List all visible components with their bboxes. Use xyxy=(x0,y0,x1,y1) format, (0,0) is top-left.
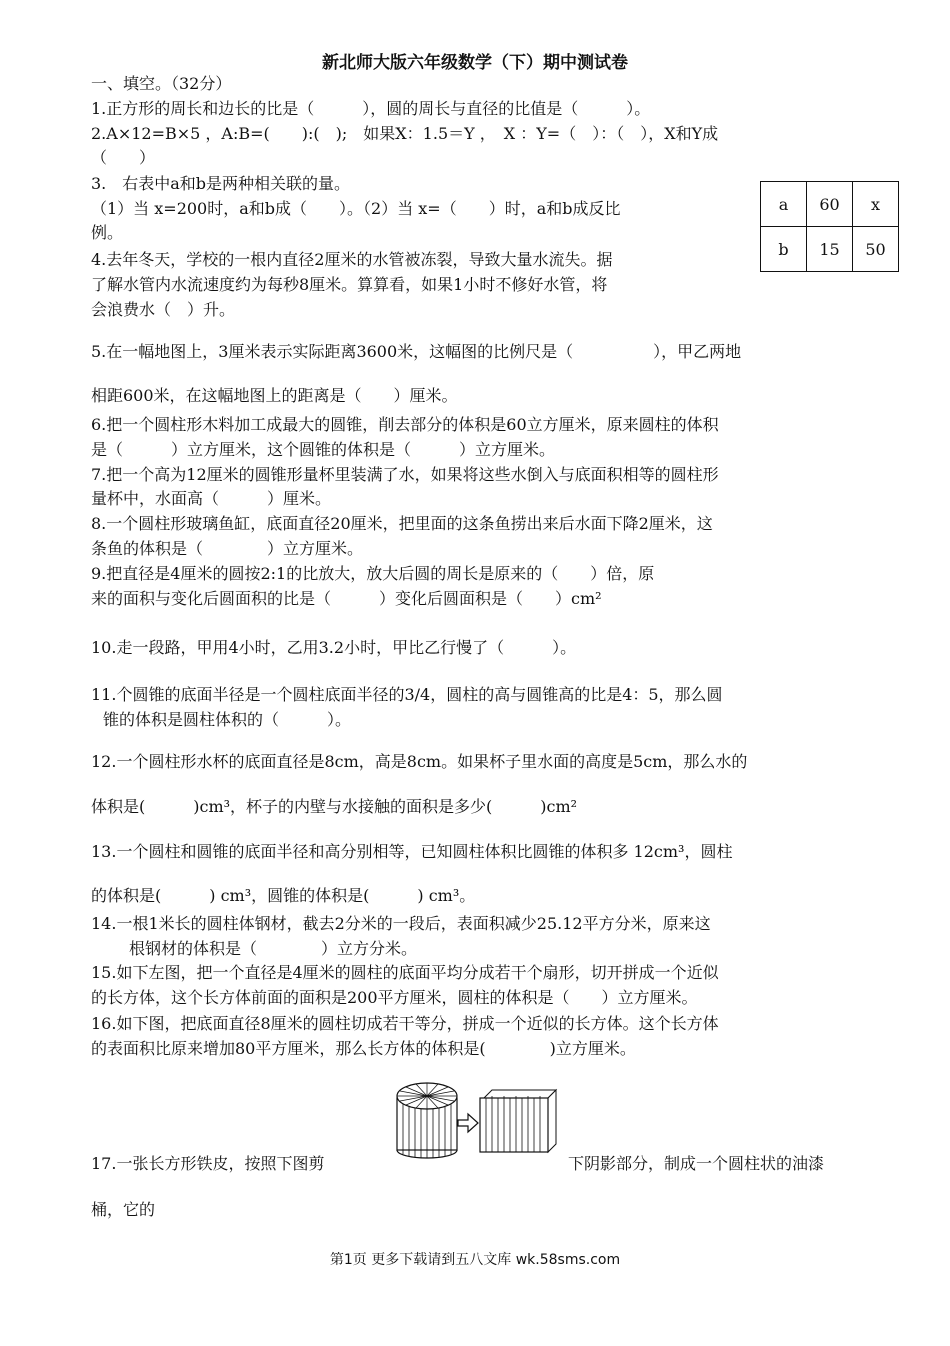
question-11-line-2: 锥的体积是圆柱体积的（ ）。 xyxy=(103,710,352,729)
question-16-line-2: 的表面积比原来增加80平方厘米，那么长方体的体积是( )立方厘米。 xyxy=(91,1039,636,1058)
question-17-line-1-right: 下阴影部分，制成一个圆柱状的油漆 xyxy=(568,1154,825,1173)
table-cell: 50 xyxy=(853,227,899,272)
question-6-line-1: 6.把一个圆柱形木料加工成最大的圆锥，削去部分的体积是60立方厘米，原来圆柱的体积 xyxy=(91,415,719,434)
question-9-line-1: 9.把直径是4厘米的圆按2:1的比放大，放大后圆的周长是原来的（ ）倍，原 xyxy=(91,564,655,583)
question-10: 10.走一段路，甲用4小时，乙用3.2小时，甲比乙行慢了（ ）。 xyxy=(91,638,577,657)
question-14-line-1: 14.一根1米长的圆柱体钢材，截去2分米的一段后，表面积减少25.12平方分米，原来这 xyxy=(91,914,711,933)
table-cell: b xyxy=(761,227,807,272)
question-5-line-2: 相距600米，在这幅地图上的距离是（ ）厘米。 xyxy=(91,386,458,405)
question-11-line-1: 11.个圆锥的底面半径是一个圆柱底面半径的3/4，圆柱的高与圆锥高的比是4：5，那么圆 xyxy=(91,685,723,704)
question-15-line-2: 的长方体，这个长方体前面的面积是200平方厘米，圆柱的体积是（ ）立方厘米。 xyxy=(91,988,698,1007)
question-6-line-2: 是（ ）立方厘米，这个圆锥的体积是（ ）立方厘米。 xyxy=(91,440,556,459)
question-12-line-1: 12.一个圆柱形水杯的底面直径是8cm，高是8cm。如果杯子里水面的高度是5cm，那么水的 xyxy=(91,752,748,771)
cylinder-to-cuboid-figure xyxy=(388,1078,558,1160)
question-2-line-1: 2.A×12=B×5 ，A:B=( ):( ); 如果X：1.5＝Y ， X ：Y=（ ）：（ ），X和Y成 xyxy=(91,124,719,143)
table-cell: 60 xyxy=(807,182,853,227)
page-title: 新北师大版六年级数学（下）期中测试卷 xyxy=(322,53,628,73)
question-4-line-3: 会浪费水（ ）升。 xyxy=(91,300,236,319)
question-14-line-2: 根钢材的体积是（ ）立方分米。 xyxy=(129,939,418,958)
question-4-line-1: 4.去年冬天，学校的一根内直径2厘米的水管被冻裂，导致大量水流失。据 xyxy=(91,250,613,269)
question-16-line-1: 16.如下图，把底面直径8厘米的圆柱切成若干等分，拼成一个近似的长方体。这个长方体 xyxy=(91,1014,719,1033)
question-3-line-1: 3. 右表中a和b是两种相关联的量。 xyxy=(91,174,351,193)
question-17-line-2: 桶，它的 xyxy=(91,1200,156,1219)
question-8-line-1: 8.一个圆柱形玻璃鱼缸，底面直径20厘米，把里面的这条鱼捞出来后水面下降2厘米，这 xyxy=(91,514,713,533)
question-9-line-2: 来的面积与变化后圆面积的比是（ ）变化后圆面积是（ ）cm² xyxy=(91,589,602,608)
cylinder-figure xyxy=(397,1083,457,1158)
question-8-line-2: 条鱼的体积是（ ）立方厘米。 xyxy=(91,539,364,558)
question-4-line-2: 了解水管内水流速度约为每秒8厘米。算算看，如果1小时不修好水管，将 xyxy=(91,275,608,294)
question-1: 1.正方形的周长和边长的比是（ ），圆的周长与直径的比值是（ ）。 xyxy=(91,99,651,118)
question-13-line-2: 的体积是( ) cm³，圆锥的体积是( ) cm³。 xyxy=(91,886,476,905)
table-cell: 15 xyxy=(807,227,853,272)
question-7-line-2: 量杯中，水面高（ ）厘米。 xyxy=(91,489,332,508)
table-cell: x xyxy=(853,182,899,227)
table-row xyxy=(761,227,899,272)
question-3-line-2: （1）当 x=200时，a和b成（ ）。（2）当 x=（ ）时，a和b成反比 xyxy=(91,199,621,218)
question-2-line-2: （ ） xyxy=(91,148,156,167)
arrow-icon xyxy=(458,1114,478,1132)
table-row xyxy=(761,182,899,227)
table-cell: a xyxy=(761,182,807,227)
question-13-line-1: 13.一个圆柱和圆锥的底面半径和高分别相等，已知圆柱体积比圆锥的体积多 12cm³，圆柱 xyxy=(91,842,733,861)
ab-table xyxy=(760,181,899,272)
cuboid-figure xyxy=(480,1090,556,1152)
question-3-line-3: 例。 xyxy=(91,223,124,242)
question-5-line-1: 5.在一幅地图上，3厘米表示实际距离3600米，这幅图的比例尺是（ ），甲乙两地 xyxy=(91,342,742,361)
question-17-line-1-left: 17.一张长方形铁皮，按照下图剪 xyxy=(91,1154,325,1173)
question-12-line-2: 体积是( )cm³，杯子的内壁与水接触的面积是多少( )cm² xyxy=(91,797,578,816)
question-15-line-1: 15.如下左图，把一个直径是4厘米的圆柱的底面平均分成若干个扇形，切开拼成一个近似 xyxy=(91,963,719,982)
section-heading: 一、填空。（32分） xyxy=(91,74,232,93)
page-footer: 第1页 更多下载请到五八文库 wk.58sms.com xyxy=(329,1252,621,1268)
question-7-line-1: 7.把一个高为12厘米的圆锥形量杯里装满了水，如果将这些水倒入与底面积相等的圆柱形 xyxy=(91,465,719,484)
